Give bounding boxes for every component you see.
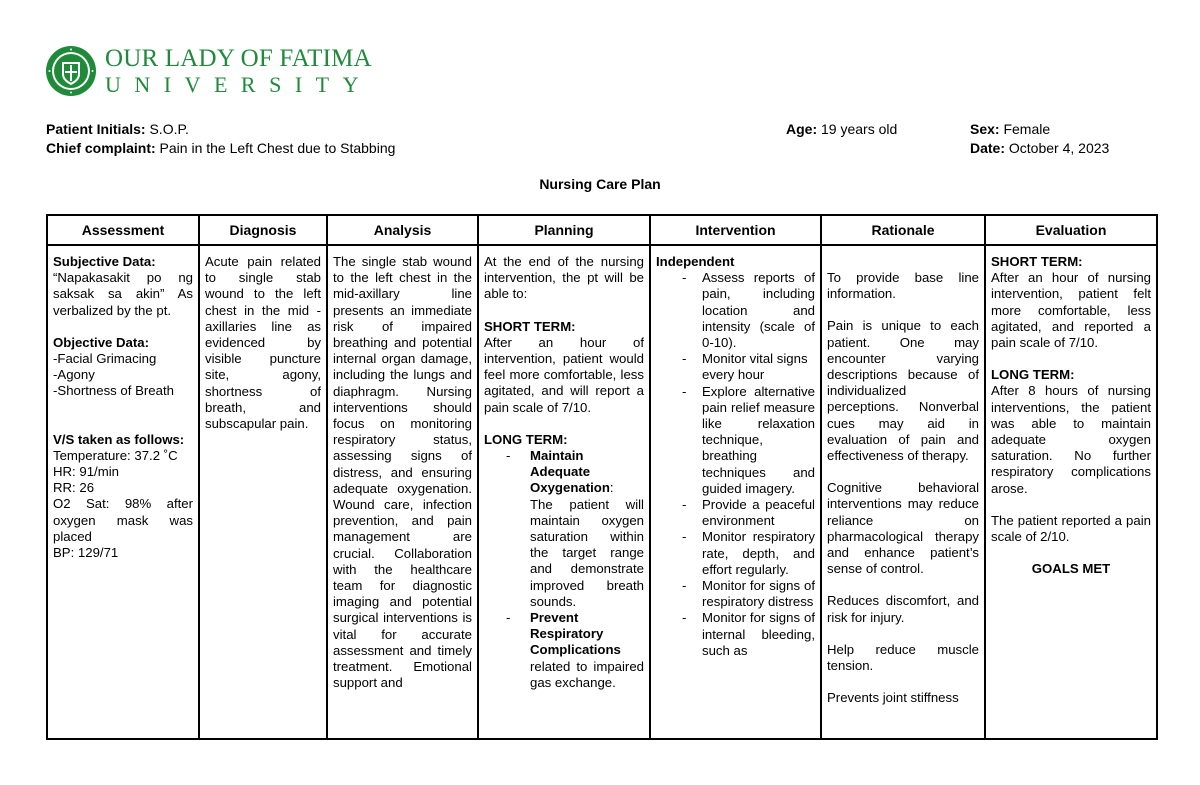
university-name-line1: OUR LADY OF FATIMA [105,44,372,72]
assessment-cell [47,245,199,739]
university-seal-icon [45,45,97,97]
planning-short-text: After an hour of intervention, patient would feel more comfortable, less agitated, and will report a pain scale of 7/10. [484,334,644,415]
intervention-cell [650,245,821,739]
long-term-goal-title: - Maintain Adequate Oxygenation: [530,448,614,496]
objective-item: -Facial Grimacing [53,351,157,367]
intervention-item: - Assess reports of pain, including location and intensity (scale of 0-10). [656,270,815,351]
header-diagnosis: Diagnosis [199,215,327,245]
header-analysis: Analysis [327,215,478,245]
long-term-goal [484,448,644,610]
long-term-goal [484,610,644,691]
chief-complaint: Chief complaint: Pain in the Left Chest due to Stabbing [46,140,396,156]
evaluation-long-label: LONG TERM: [991,367,1075,383]
long-term-goal-body: The patient will maintain oxygen saturation within the target range and demonstrate improved breath sounds. [530,496,644,609]
evaluation-short-label: SHORT TERM: [991,254,1083,269]
long-term-goal-title: - Prevent Respiratory Complications [530,610,621,658]
objective-label: Objective Data: [53,334,150,350]
rationale-item: Prevents joint stiffness [827,690,959,706]
patient-age: Age: 19 years old [786,121,898,137]
table-row [47,245,1157,739]
university-name-line2: UNIVERSITY [105,71,372,97]
planning-short-label: SHORT TERM: [484,318,576,334]
intervention-label: Independent [656,254,735,269]
table-header-row [47,215,1157,245]
objective-item: -Shortness of Breath [53,383,174,399]
header-evaluation: Evaluation [985,215,1157,245]
header-intervention: Intervention [650,215,821,245]
evaluation-long-text: After 8 hours of nursing interventions, the patient was able to maintain adequate oxygen saturation. No further respiratory complications arose. [991,383,1151,496]
patient-sex: Sex: Female [970,121,1051,137]
header-rationale: Rationale [821,215,985,245]
patient-initials: Patient Initials: S.O.P. [46,121,189,137]
evaluation-cell [985,245,1157,739]
analysis-cell [327,245,478,739]
vital-sign: BP: 129/71 [53,545,119,561]
rationale-item: To provide base line information. [827,270,979,302]
vital-sign: Temperature: 37.2 ˚C [53,447,178,463]
intervention-item: - Monitor respiratory rate, depth, and effort regularly. [656,529,815,578]
nursing-care-plan-table [46,214,1158,740]
evaluation-short-text: After an hour of nursing intervention, patient felt more comfortable, less agitated, and reported a pain scale of 7/10. [991,270,1151,351]
intervention-item: - Monitor for signs of internal bleeding, such as [656,610,815,659]
evaluation-report-text: The patient reported a pain scale of 2/10. [991,512,1151,545]
subjective-text: “Napakasakit po ng saksak sa akin” As verbalized by the pt. [53,270,193,318]
document-title: Nursing Care Plan [539,176,661,192]
intervention-item: - Provide a peaceful environment [656,497,815,529]
header-planning: Planning [478,215,650,245]
vital-signs-label: V/S taken as follows: [53,431,185,447]
vital-sign: HR: 91/min [53,464,119,480]
diagnosis-cell [199,245,327,739]
diagnosis-text: Acute pain related to single stab wound to the left chest in the mid - axillaries line as evidenced by visible puncture site, agony, shortness of breath, and subscapular pain. [205,254,321,432]
vital-sign: RR: 26 [53,480,95,496]
intervention-item: - Monitor vital signs every hour [656,351,815,383]
long-term-goal-body: related to impaired gas exchange. [530,658,644,690]
subjective-label: Subjective Data: [53,254,156,269]
intervention-item: - Monitor for signs of respiratory distress [656,578,815,610]
planning-intro: At the end of the nursing intervention, the pt will be able to: [484,254,644,302]
header-assessment: Assessment [47,215,199,245]
objective-item: -Agony [53,367,95,383]
rationale-item: Cognitive behavioral interventions may reduce reliance on pharmacological therapy and enhance patient’s sense of control. [827,480,979,577]
rationale-item: Reduces discomfort, and risk for injury. [827,593,979,625]
rationale-item: Pain is unique to each patient. One may encounter varying descriptions because of individualized perceptions. Nonverbal cues may aid in evaluation of pain and effectiveness of therapy. [827,318,979,464]
vital-sign: O2 Sat: 98% after oxygen mask was placed [53,496,193,544]
planning-long-label: LONG TERM: [484,431,568,447]
goals-met-status: GOALS MET [1031,561,1111,577]
university-logo [45,45,372,97]
rationale-cell [821,245,985,739]
intervention-item: - Explore alternative pain relief measure like relaxation technique, breathing techniques and guided imagery. [656,384,815,497]
planning-cell [478,245,650,739]
analysis-text: The single stab wound to the left chest in the mid-axillary line presents an immediate risk of impaired breathing and potential internal organ damage, including the lungs and diaphragm. Nursing interventions should focus on monitoring respiratory status, assessing signs of distress, and ensuring adequate oxygenation. Wound care, infection prevention, and pain management are crucial. Collaboration with the healthcare team for diagnostic imaging and potential surgical interventions is vital for accurate assessment and timely treatment. Emotional support and [333,254,472,691]
plan-date: Date: October 4, 2023 [970,140,1110,156]
rationale-item: Help reduce muscle tension. [827,641,979,674]
